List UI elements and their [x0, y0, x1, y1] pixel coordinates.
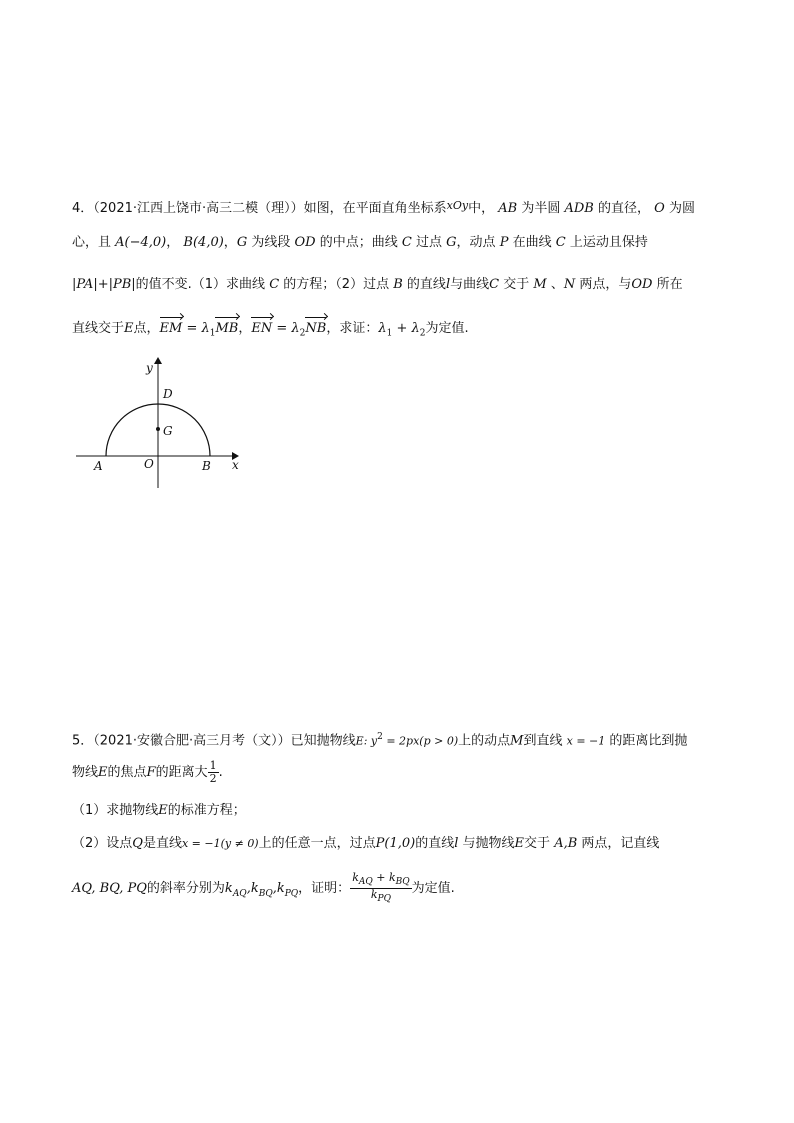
q5-text: ，证明：	[298, 881, 351, 897]
q4-g: G	[446, 235, 457, 250]
q4-point-a: A(−4,0)	[115, 235, 167, 250]
q5-text: 的焦点	[107, 765, 147, 780]
q5-p: P(1,0)	[375, 836, 416, 851]
q5-part-1	[72, 802, 246, 820]
q4-text: 的直径，	[598, 201, 651, 216]
q5-text: 上的任意一点，过点	[258, 836, 376, 851]
q4-vec-en: EN	[251, 321, 273, 336]
q4-text: ，求证：	[326, 321, 379, 336]
q4-adb: ADB	[564, 201, 594, 216]
q4-pa-pb: |PA|+|PB|	[72, 277, 136, 292]
frac-sub: PQ	[377, 894, 391, 905]
q5-k: ,k	[272, 881, 285, 897]
q5-text: 是直线	[142, 836, 182, 851]
q4-p: P	[499, 235, 509, 250]
q5-text: 的距离比到抛	[609, 733, 688, 749]
q5-m: M	[510, 733, 524, 749]
q5-e: E	[158, 803, 168, 818]
q4-text: 上运动且保持	[569, 235, 648, 250]
q4-text: 的值不变.（1）求曲线	[135, 277, 266, 292]
q5-text: 为定值.	[411, 881, 455, 897]
q4-text: 为半圆	[521, 201, 561, 216]
q5-text: 两点，记直线	[581, 836, 660, 851]
frac-sub: BQ	[395, 877, 410, 888]
q4-eq: = λ	[182, 321, 210, 336]
q4-xoy: xOy	[446, 199, 469, 212]
q4-vec-nb: NB	[305, 321, 327, 336]
q4-sub: 2	[419, 328, 426, 339]
frac-num	[350, 872, 411, 889]
q4-od: OD	[294, 235, 316, 250]
q4-text: 为线段	[251, 235, 291, 250]
frac-num: 1	[209, 759, 217, 772]
q4-text: 交于	[503, 277, 530, 292]
q4-text: ，	[223, 235, 237, 250]
point-g	[156, 427, 160, 431]
q5-ab: A,B	[554, 836, 578, 851]
q4-c: C	[489, 277, 500, 292]
q4-line-2	[72, 234, 648, 252]
q4-text: 为定值.	[425, 321, 469, 336]
q4-g: G	[236, 235, 248, 250]
frac-sub: AQ	[358, 877, 373, 888]
q4-text: 的直线	[406, 277, 446, 292]
q4-text: 为圆	[668, 201, 695, 216]
frac-part: k	[370, 888, 378, 902]
q5-line-eq: x = −1(y ≠ 0)	[181, 837, 259, 850]
q5-part-2	[72, 835, 659, 853]
q4-plus: + λ	[392, 321, 420, 336]
q4-text: 过点	[415, 235, 442, 250]
q4-source: （2021·江西上饶市·高三二模（理））	[93, 201, 304, 216]
q4-vec-mb: MB	[215, 321, 239, 336]
q5-part-2-cont	[72, 872, 455, 909]
q4-c: C	[269, 277, 280, 292]
q5-frac-slopes	[350, 872, 411, 905]
q5-text: 到直线	[523, 733, 563, 749]
q4-o: O	[654, 201, 665, 216]
q5-l: l	[454, 836, 459, 851]
q5-q: Q	[132, 836, 143, 851]
q5-sub: BQ	[258, 888, 273, 899]
q4-c: C	[555, 235, 566, 250]
q5-frac-half	[208, 760, 219, 785]
q5-text: 已知抛物线	[290, 733, 356, 749]
q5-e: E	[514, 836, 525, 851]
q5-e: E	[355, 734, 364, 748]
q4-point-b: B(4,0)	[183, 235, 224, 250]
q4-vec-em: EM	[159, 321, 183, 336]
q5-e: E	[98, 765, 108, 780]
q4-line-4	[72, 320, 469, 343]
q5-k: ,k	[246, 881, 259, 897]
q4-c: C	[401, 235, 412, 250]
q4-text: 如图，在平面直角坐标系	[303, 201, 447, 216]
label-o: O	[144, 457, 154, 471]
q5-eq: = 2px(p > 0)	[382, 734, 459, 748]
q4-text: 心，且	[72, 235, 112, 250]
frac-part: k	[352, 871, 359, 884]
q4-od: OD	[631, 277, 653, 292]
label-a: A	[94, 459, 103, 473]
q5-line-2	[72, 760, 223, 786]
frac-part: + k	[372, 871, 396, 884]
q4-ab: AB	[498, 201, 518, 216]
q5-text: 的标准方程；	[167, 803, 246, 818]
label-y: y	[146, 361, 153, 375]
q5-text: 上的动点	[458, 733, 511, 749]
q4-text: 的方程；（2）过点	[283, 277, 390, 292]
q4-line-1	[72, 197, 695, 218]
q5-sub: AQ	[232, 888, 247, 899]
q5-number: 5．	[72, 733, 94, 749]
label-b: B	[202, 459, 211, 473]
q5-line-eq: x = −1	[566, 734, 606, 748]
q5-text: 交于	[524, 836, 551, 851]
q5-text: 的直线	[415, 836, 455, 851]
q5-eq: : y	[363, 734, 378, 748]
frac-den	[350, 889, 411, 905]
q4-text: 、	[550, 277, 564, 292]
q4-number: 4．	[72, 201, 94, 216]
q4-m: M	[533, 277, 547, 292]
q5-text: 的距离大	[155, 765, 208, 780]
q5-text: （2）设点	[72, 836, 133, 851]
q4-text: ，	[238, 321, 252, 336]
q5-sub: PQ	[284, 888, 299, 899]
q5-lines: AQ, BQ, PQ	[72, 881, 147, 897]
q4-text: ，	[166, 235, 180, 250]
q5-line-1	[72, 728, 687, 750]
q4-sub: 1	[386, 328, 393, 339]
q5-text: 的斜率分别为	[146, 881, 225, 897]
q4-text: 与曲线	[450, 277, 490, 292]
q4-text: ，动点	[456, 235, 496, 250]
q5-text: （1）求抛物线	[72, 803, 159, 818]
q4-line-3	[72, 276, 683, 294]
semicircle-figure	[70, 352, 250, 494]
q4-text: 所在	[656, 277, 683, 292]
q4-text: 点，	[133, 321, 160, 336]
q4-text: 直线交于	[72, 321, 125, 336]
q5-sup: 2	[377, 732, 383, 742]
q4-eq: = λ	[272, 321, 300, 336]
q4-text: 中，	[468, 201, 495, 216]
q4-lambda: λ	[378, 321, 387, 336]
q5-text: 与抛物线	[462, 836, 515, 851]
q4-l: l	[445, 277, 451, 292]
q5-source: （2021·安徽合肥·高三月考（文））	[93, 733, 291, 749]
q4-sub: 2	[299, 328, 306, 339]
label-x: x	[232, 458, 239, 472]
label-g: G	[163, 424, 173, 438]
q4-b: B	[393, 277, 403, 292]
q5-text: 物线	[72, 765, 99, 780]
frac-den: 2	[209, 772, 217, 785]
q5-k: k	[224, 881, 233, 897]
q4-text: 在曲线	[512, 235, 552, 250]
q4-sub: 1	[209, 328, 216, 339]
q4-text: 两点，与	[579, 277, 632, 292]
q4-e: E	[124, 321, 134, 336]
q4-n: N	[563, 277, 576, 292]
q4-text: 的中点；曲线	[319, 235, 398, 250]
label-d: D	[163, 387, 173, 401]
q5-text: .	[218, 765, 223, 780]
q5-f: F	[146, 765, 156, 780]
